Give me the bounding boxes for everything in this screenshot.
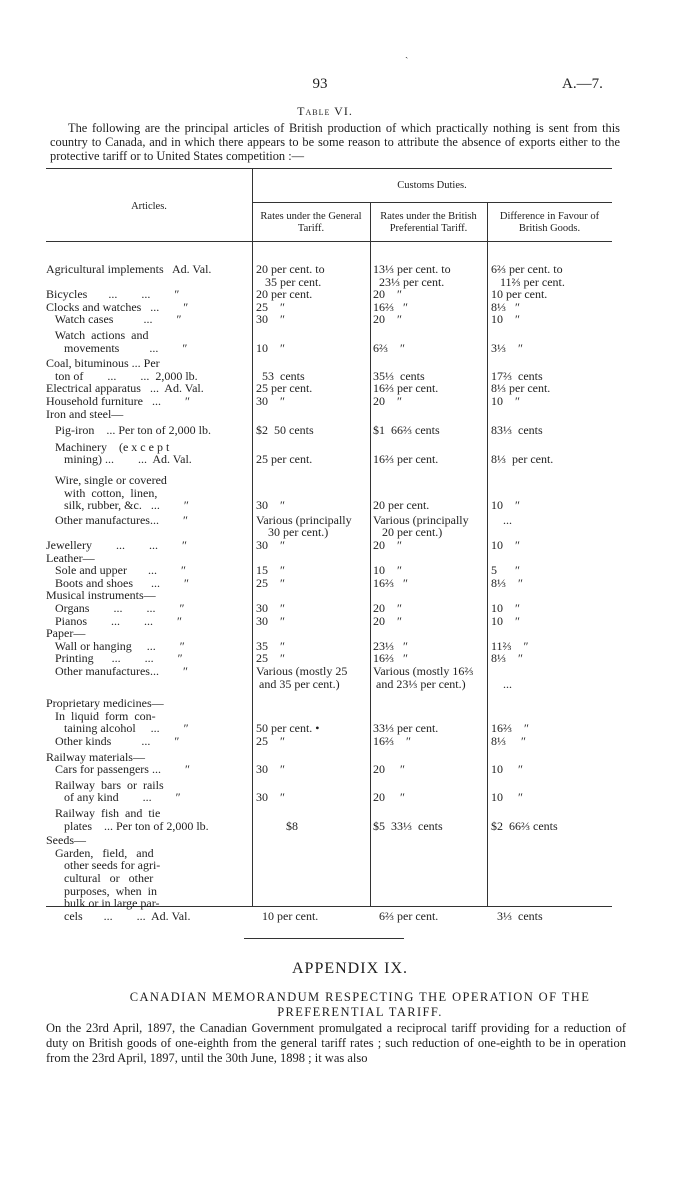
general-rate-cell: [256, 539, 368, 552]
general-rate-cell-line: 53 cents: [256, 368, 305, 383]
article-cell-line: Cars for passengers ... ″: [46, 762, 190, 777]
article-cell-line: Coal, bituminous ... Per: [46, 356, 160, 371]
general-rate-cell-line: 30 ″: [256, 394, 285, 408]
article-cell: [46, 834, 251, 922]
preferential-rate-cell: [373, 807, 485, 832]
article-cell-line: Jewellery ... ... ″: [46, 538, 187, 552]
stray-mark: ˎ: [405, 48, 409, 59]
preferential-rate-cell: [373, 665, 485, 690]
col-divider-1: [252, 168, 253, 906]
article-cell-line: cultural or other: [46, 870, 154, 885]
difference-cell: [491, 735, 611, 748]
article-cell-line: Agricultural implements Ad. Val.: [46, 262, 212, 276]
preferential-rate-cell: [373, 474, 485, 512]
difference-cell-line: 11⅔ per cent.: [491, 274, 565, 289]
general-rate-cell-line: [256, 807, 368, 820]
difference-cell: [491, 577, 611, 590]
table-title: Table VI.: [297, 104, 353, 118]
preferential-rate-cell-line: [373, 357, 485, 370]
difference-cell-line: [491, 859, 611, 872]
article-cell: [46, 779, 251, 804]
preferential-rate-cell-line: 10 ″: [373, 563, 402, 578]
general-rate-cell: [256, 751, 368, 776]
difference-cell-line: [491, 697, 611, 710]
article-cell-line: Railway fish and tie: [46, 806, 161, 820]
article-cell-line: Proprietary medicines—: [46, 696, 164, 711]
difference-cell-line: [491, 357, 611, 370]
general-rate-cell-line: 20 per cent. to: [256, 262, 325, 276]
preferential-rate-cell-line: 16⅔ per cent.: [373, 452, 439, 467]
general-rate-cell-line: 25 ″: [256, 299, 285, 314]
preferential-rate-cell-line: Various (mostly 16⅔: [373, 664, 474, 678]
table-top-rule: [46, 168, 612, 169]
difference-cell: [491, 514, 611, 527]
preferential-rate-cell-line: 20 ″: [373, 538, 402, 552]
article-cell: [46, 357, 251, 382]
difference-cell-line: [491, 834, 611, 847]
general-rate-cell-line: [256, 357, 368, 370]
difference-cell: [491, 474, 611, 512]
general-rate-cell-line: 15 ″: [256, 563, 285, 578]
general-rate-cell: [256, 288, 368, 301]
preferential-rate-cell: [373, 357, 485, 382]
difference-cell-line: [491, 665, 611, 678]
memo-heading-line2: PREFERENTIAL TARIFF.: [277, 1005, 443, 1019]
general-rate-cell-line: [256, 474, 368, 487]
difference-cell-line: [491, 627, 611, 640]
general-rate-cell: [256, 441, 368, 466]
general-rate-cell-line: Various (mostly 25: [256, 664, 348, 678]
article-cell-line: with cotton, linen,: [46, 485, 158, 500]
article-cell: [46, 474, 251, 512]
difference-cell-line: 10 ″: [491, 394, 520, 408]
article-cell-line: Leather—: [46, 550, 95, 565]
preferential-rate-cell-line: [373, 329, 485, 342]
article-cell-line: In liquid form con-: [46, 708, 156, 723]
general-rate-cell: [256, 602, 368, 615]
preferential-rate-cell: [373, 395, 485, 408]
difference-cell: [491, 395, 611, 408]
difference-cell: [491, 697, 611, 735]
difference-cell-line: [491, 329, 611, 342]
difference-cell-line: 3⅓ cents: [491, 908, 543, 923]
difference-cell-line: 8⅓ ″: [491, 299, 520, 314]
difference-cell: [491, 751, 611, 776]
general-rate-cell-line: [256, 329, 368, 342]
difference-cell-line: 8⅓ ″: [491, 575, 523, 590]
preferential-rate-cell-line: $5 33⅓ cents: [373, 818, 443, 833]
preferential-rate-cell-line: 16⅔ ″: [373, 575, 408, 590]
difference-cell-line: [491, 897, 611, 910]
article-cell: [46, 288, 251, 301]
preferential-rate-cell-line: 16⅔ ″: [373, 734, 411, 748]
article-cell-line: silk, rubber, &c. ... ″: [46, 498, 189, 513]
article-cell: [46, 514, 251, 527]
article-cell-line: Household furniture ... ″: [46, 394, 190, 408]
general-rate-cell-line: and 35 per cent.): [256, 676, 340, 691]
preferential-rate-cell-line: 35⅓ cents: [373, 368, 425, 383]
difference-cell: [491, 627, 611, 640]
article-cell: [46, 751, 251, 776]
preferential-rate-cell: [373, 263, 485, 288]
article-cell-line: Sole and upper ... ″: [46, 563, 186, 578]
article-cell: [46, 665, 251, 678]
difference-cell: [491, 615, 611, 628]
preferential-rate-cell: [373, 564, 485, 577]
article-cell: [46, 697, 251, 735]
general-rate-cell-line: 25 ″: [256, 651, 285, 666]
article-cell-line: Iron and steel—: [46, 406, 124, 421]
preferential-rate-cell: [373, 441, 485, 466]
article-cell-line: ton of ... ... 2,000 lb.: [46, 368, 198, 383]
article-cell-line: Pig-iron ... Per ton of 2,000 lb.: [46, 423, 211, 438]
general-rate-cell-line: [256, 408, 368, 421]
preferential-rate-cell-line: [373, 807, 485, 820]
general-rate-cell: [256, 329, 368, 354]
general-rate-cell-line: [256, 627, 368, 640]
header-bottom-rule: [46, 241, 612, 242]
article-cell: [46, 395, 251, 408]
general-rate-cell-line: [256, 847, 368, 860]
preferential-rate-cell: [373, 751, 485, 776]
preferential-rate-cell-line: [373, 697, 485, 710]
article-cell-line: Boots and shoes ... ″: [46, 575, 189, 590]
general-rate-cell: [256, 807, 368, 832]
general-rate-cell-line: [256, 859, 368, 872]
article-cell: [46, 408, 251, 421]
difference-cell-line: [491, 847, 611, 860]
general-rate-cell-line: 30 ″: [256, 498, 285, 513]
article-cell: [46, 313, 251, 326]
article-cell-line: Printing ... ... ″: [46, 651, 183, 666]
difference-cell-line: 8⅓ ″: [491, 734, 526, 748]
difference-cell-line: 10 ″: [491, 762, 523, 777]
general-rate-cell: [256, 514, 368, 539]
preferential-rate-cell-line: 23⅓ per cent.: [373, 274, 445, 289]
article-cell: [46, 329, 251, 354]
difference-cell: [491, 564, 611, 577]
preferential-rate-cell-line: 23⅓ ″: [373, 638, 408, 653]
preferential-rate-cell-line: [373, 847, 485, 860]
article-cell-line: Musical instruments—: [46, 588, 156, 603]
difference-cell-line: 10 ″: [491, 790, 523, 805]
difference-cell: [491, 539, 611, 552]
difference-cell-line: $2 66⅔ cents: [491, 818, 558, 833]
header-articles: Articles.: [131, 201, 167, 212]
preferential-rate-cell-line: and 23⅓ per cent.): [373, 676, 466, 691]
difference-cell-line: 11⅔ ″: [491, 638, 529, 653]
general-rate-cell-line: $8: [256, 818, 298, 833]
general-rate-cell-line: Various (principally: [256, 512, 352, 527]
article-cell-line: mining) ... ... Ad. Val.: [46, 452, 192, 467]
difference-cell-line: 10 ″: [491, 613, 520, 628]
preferential-rate-cell-line: 20 ″: [373, 287, 402, 302]
difference-cell-line: 10 ″: [491, 312, 520, 327]
preferential-rate-cell-line: 20 ″: [373, 762, 405, 777]
article-cell: [46, 539, 251, 552]
general-rate-cell-line: [256, 834, 368, 847]
difference-cell-line: 83⅓ cents: [491, 423, 543, 438]
general-rate-cell-line: 35 per cent.: [256, 274, 322, 289]
preferential-rate-cell-line: 20 ″: [373, 601, 402, 615]
article-cell: [46, 602, 251, 615]
difference-cell-line: 5 ″: [491, 563, 520, 578]
article-cell-line: Watch cases ... ″: [46, 312, 182, 327]
section-divider: [244, 938, 404, 939]
preferential-rate-cell-line: [373, 627, 485, 640]
preferential-rate-cell: [373, 834, 485, 922]
page-number: 93: [312, 76, 328, 92]
preferential-rate-cell: [373, 329, 485, 354]
preferential-rate-cell: [373, 288, 485, 301]
preferential-rate-cell: [373, 602, 485, 615]
intro-paragraph: [50, 121, 620, 163]
difference-cell: [491, 779, 611, 804]
memo-heading: [40, 990, 680, 1020]
memo-heading-line1: CANADIAN MEMORANDUM RESPECTING THE OPERATION OF THE: [129, 990, 591, 1004]
general-rate-cell-line: 30 ″: [256, 538, 285, 552]
general-rate-cell-line: $2 50 cents: [256, 423, 314, 438]
preferential-rate-cell-line: [373, 834, 485, 847]
difference-cell: [491, 602, 611, 615]
difference-cell-line: 10 ″: [491, 538, 520, 552]
general-rate-cell-line: [256, 885, 368, 898]
preferential-rate-cell-line: [373, 408, 485, 421]
article-cell-line: Railway bars or rails: [46, 777, 164, 792]
difference-cell-line: ...: [491, 512, 512, 527]
article-cell-line: Other kinds ... ″: [46, 734, 180, 748]
intro-text: The following are the principal articles of British production of which practically nothing is sent from this country to Canada, and in which there appears to be some reason to attribute the absence of exports either to the protective tariff or to United States competition :—: [50, 121, 620, 163]
article-cell-line: bulk or in large par-: [46, 896, 160, 911]
general-rate-cell-line: 25 per cent.: [256, 452, 313, 467]
preferential-rate-cell-line: 20 ″: [373, 613, 402, 628]
article-cell-line: Wire, single or covered: [46, 473, 167, 487]
preferential-rate-cell-line: [373, 872, 485, 885]
article-cell-line: Watch actions and: [46, 328, 149, 342]
general-rate-cell: [256, 697, 368, 735]
article-cell-line: other seeds for agri-: [46, 858, 161, 873]
general-rate-cell: [256, 263, 368, 288]
preferential-rate-cell-line: 6⅔ ″: [373, 340, 405, 355]
article-cell-line: taining alcohol ... ″: [46, 721, 189, 736]
general-rate-cell-line: 20 per cent.: [256, 287, 313, 302]
difference-cell-line: [491, 885, 611, 898]
preferential-rate-cell: [373, 577, 485, 590]
article-cell-line: Wall or hanging ... ″: [46, 638, 185, 653]
preferential-rate-cell: [373, 539, 485, 552]
difference-cell-line: 8⅓ ″: [491, 651, 523, 666]
preferential-rate-cell: [373, 697, 485, 735]
article-cell-line: Other manufactures... ″: [46, 512, 188, 527]
difference-cell-line: [491, 474, 611, 487]
difference-cell-line: 10 ″: [491, 601, 520, 615]
article-cell: [46, 564, 251, 577]
difference-cell: [491, 807, 611, 832]
general-rate-cell-line: 10 per cent.: [256, 908, 319, 923]
preferential-rate-cell-line: 16⅔ per cent.: [373, 381, 439, 396]
appendix-body-text: On the 23rd April, 1897, the Canadian Government promulgated a reciprocal tariff providing for a reduction of duty on British goods of one-eighth from the general tariff rates ; such reduction of one-eighth to be in operation from the 23rd April, 1897, until the 30th June, 1898 ; it was also: [46, 1021, 626, 1065]
article-cell-line: Pianos ... ... ″: [46, 613, 183, 628]
preferential-rate-cell-line: 20 per cent.: [373, 498, 430, 513]
difference-cell-line: 16⅔ ″: [491, 721, 529, 736]
article-cell-line: Other manufactures... ″: [46, 664, 188, 678]
preferential-rate-cell: [373, 424, 485, 437]
article-cell: [46, 627, 251, 640]
general-rate-cell: [256, 408, 368, 421]
difference-cell-line: 8⅓ per cent.: [491, 381, 551, 396]
difference-cell: [491, 263, 611, 288]
difference-cell: [491, 313, 611, 326]
difference-cell-line: 10 ″: [491, 498, 520, 513]
difference-cell-line: 3⅓ ″: [491, 340, 523, 355]
general-rate-cell-line: [256, 697, 368, 710]
difference-cell: [491, 408, 611, 421]
article-cell-line: Organs ... ... ″: [46, 601, 185, 615]
difference-cell: [491, 441, 611, 466]
general-rate-cell: [256, 615, 368, 628]
difference-cell-line: ...: [491, 676, 512, 691]
preferential-rate-cell-line: 20 ″: [373, 312, 402, 327]
general-rate-cell: [256, 357, 368, 382]
article-cell: [46, 441, 251, 466]
preferential-rate-cell: [373, 735, 485, 748]
header-difference: Difference in Favour of British Goods.: [499, 211, 600, 234]
difference-cell: [491, 288, 611, 301]
preferential-rate-cell-line: Various (principally: [373, 512, 469, 527]
preferential-rate-cell-line: $1 66⅔ cents: [373, 423, 440, 438]
general-rate-cell-line: 30 ″: [256, 762, 285, 777]
col-divider-3: [487, 202, 488, 906]
general-rate-cell: [256, 424, 368, 437]
general-rate-cell: [256, 395, 368, 408]
preferential-rate-cell-line: 6⅔ per cent.: [373, 908, 439, 923]
article-cell-line: Seeds—: [46, 833, 86, 848]
preferential-rate-cell-line: 20 per cent.): [373, 525, 443, 540]
general-rate-cell: [256, 564, 368, 577]
general-rate-cell: [256, 577, 368, 590]
general-rate-cell: [256, 834, 368, 922]
preferential-rate-cell-line: 33⅓ per cent.: [373, 721, 439, 736]
article-cell-line: cels ... ... Ad. Val.: [46, 908, 191, 923]
paper-reference: A.—7.: [562, 76, 603, 92]
article-cell-line: Railway materials—: [46, 749, 145, 764]
col-divider-2: [370, 202, 371, 906]
article-cell-line: Garden, field, and: [46, 845, 154, 860]
article-cell-line: Machinery (e x c e p t: [46, 439, 170, 454]
article-cell-line: Paper—: [46, 626, 86, 641]
preferential-rate-cell: [373, 779, 485, 804]
appendix-title: APPENDIX IX.: [292, 960, 408, 977]
general-rate-cell: [256, 627, 368, 640]
preferential-rate-cell-line: [373, 885, 485, 898]
general-rate-cell-line: 30 ″: [256, 790, 285, 805]
difference-cell: [491, 834, 611, 922]
preferential-rate-cell-line: [373, 897, 485, 910]
article-cell-line: movements ... ″: [46, 340, 188, 355]
article-cell: [46, 807, 251, 832]
general-rate-cell-line: 30 ″: [256, 312, 285, 327]
general-rate-cell: [256, 665, 368, 690]
article-cell: [46, 263, 251, 276]
general-rate-cell-line: 25 per cent.: [256, 381, 313, 396]
general-rate-cell-line: 25 ″: [256, 734, 285, 748]
difference-cell: [491, 652, 611, 665]
preferential-rate-cell-line: 16⅔ ″: [373, 299, 408, 314]
appendix-body: [46, 1021, 626, 1066]
article-cell-line: Bicycles ... ... ″: [46, 287, 180, 302]
preferential-rate-cell-line: 13⅓ per cent. to: [373, 262, 451, 276]
difference-cell: [491, 357, 611, 382]
article-cell: [46, 424, 251, 437]
article-cell-line: of any kind ... ″: [46, 790, 181, 805]
general-rate-cell-line: 50 per cent. •: [256, 721, 320, 736]
general-rate-cell-line: 30 per cent.): [256, 525, 329, 540]
general-rate-cell: [256, 313, 368, 326]
header-customs-duties: Customs Duties.: [397, 180, 467, 191]
general-rate-cell-line: 35 ″: [256, 638, 285, 653]
difference-cell: [491, 665, 611, 690]
difference-cell-line: 8⅓ per cent.: [491, 452, 554, 467]
preferential-rate-cell-line: [373, 474, 485, 487]
difference-cell-line: [491, 872, 611, 885]
general-rate-cell: [256, 779, 368, 804]
header-preferential-tariff: Rates under the British Preferential Tariff.: [380, 211, 477, 234]
general-rate-cell: [256, 474, 368, 512]
preferential-rate-cell-line: 16⅔ ″: [373, 651, 408, 666]
general-rate-cell-line: 30 ″: [256, 613, 285, 628]
preferential-rate-cell: [373, 627, 485, 640]
article-cell: [46, 735, 251, 748]
preferential-rate-cell: [373, 514, 485, 539]
general-rate-cell-line: [256, 897, 368, 910]
article-cell-line: Electrical apparatus ... Ad. Val.: [46, 381, 204, 396]
difference-cell-line: [491, 807, 611, 820]
general-rate-cell-line: [256, 872, 368, 885]
general-rate-cell-line: 30 ″: [256, 601, 285, 615]
article-cell-line: plates ... Per ton of 2,000 lb.: [46, 818, 209, 833]
customs-duties-rule: [252, 202, 612, 203]
article-cell-line: purposes, when in: [46, 883, 157, 898]
difference-cell-line: 10 per cent.: [491, 287, 548, 302]
difference-cell-line: 6⅔ per cent. to: [491, 262, 563, 276]
preferential-rate-cell: [373, 313, 485, 326]
difference-cell: [491, 424, 611, 437]
preferential-rate-cell-line: [373, 859, 485, 872]
preferential-rate-cell: [373, 615, 485, 628]
difference-cell-line: [491, 408, 611, 421]
preferential-rate-cell-line: 20 ″: [373, 790, 405, 805]
difference-cell: [491, 329, 611, 354]
general-rate-cell: [256, 735, 368, 748]
preferential-rate-cell: [373, 408, 485, 421]
preferential-rate-cell-line: 20 ″: [373, 394, 402, 408]
general-rate-cell-line: 10 ″: [256, 340, 285, 355]
general-rate-cell-line: 25 ″: [256, 575, 285, 590]
header-general-tariff: Rates under the General Tariff.: [260, 211, 362, 234]
article-cell-line: Clocks and watches ... ″: [46, 299, 189, 314]
difference-cell-line: 17⅔ cents: [491, 368, 543, 383]
